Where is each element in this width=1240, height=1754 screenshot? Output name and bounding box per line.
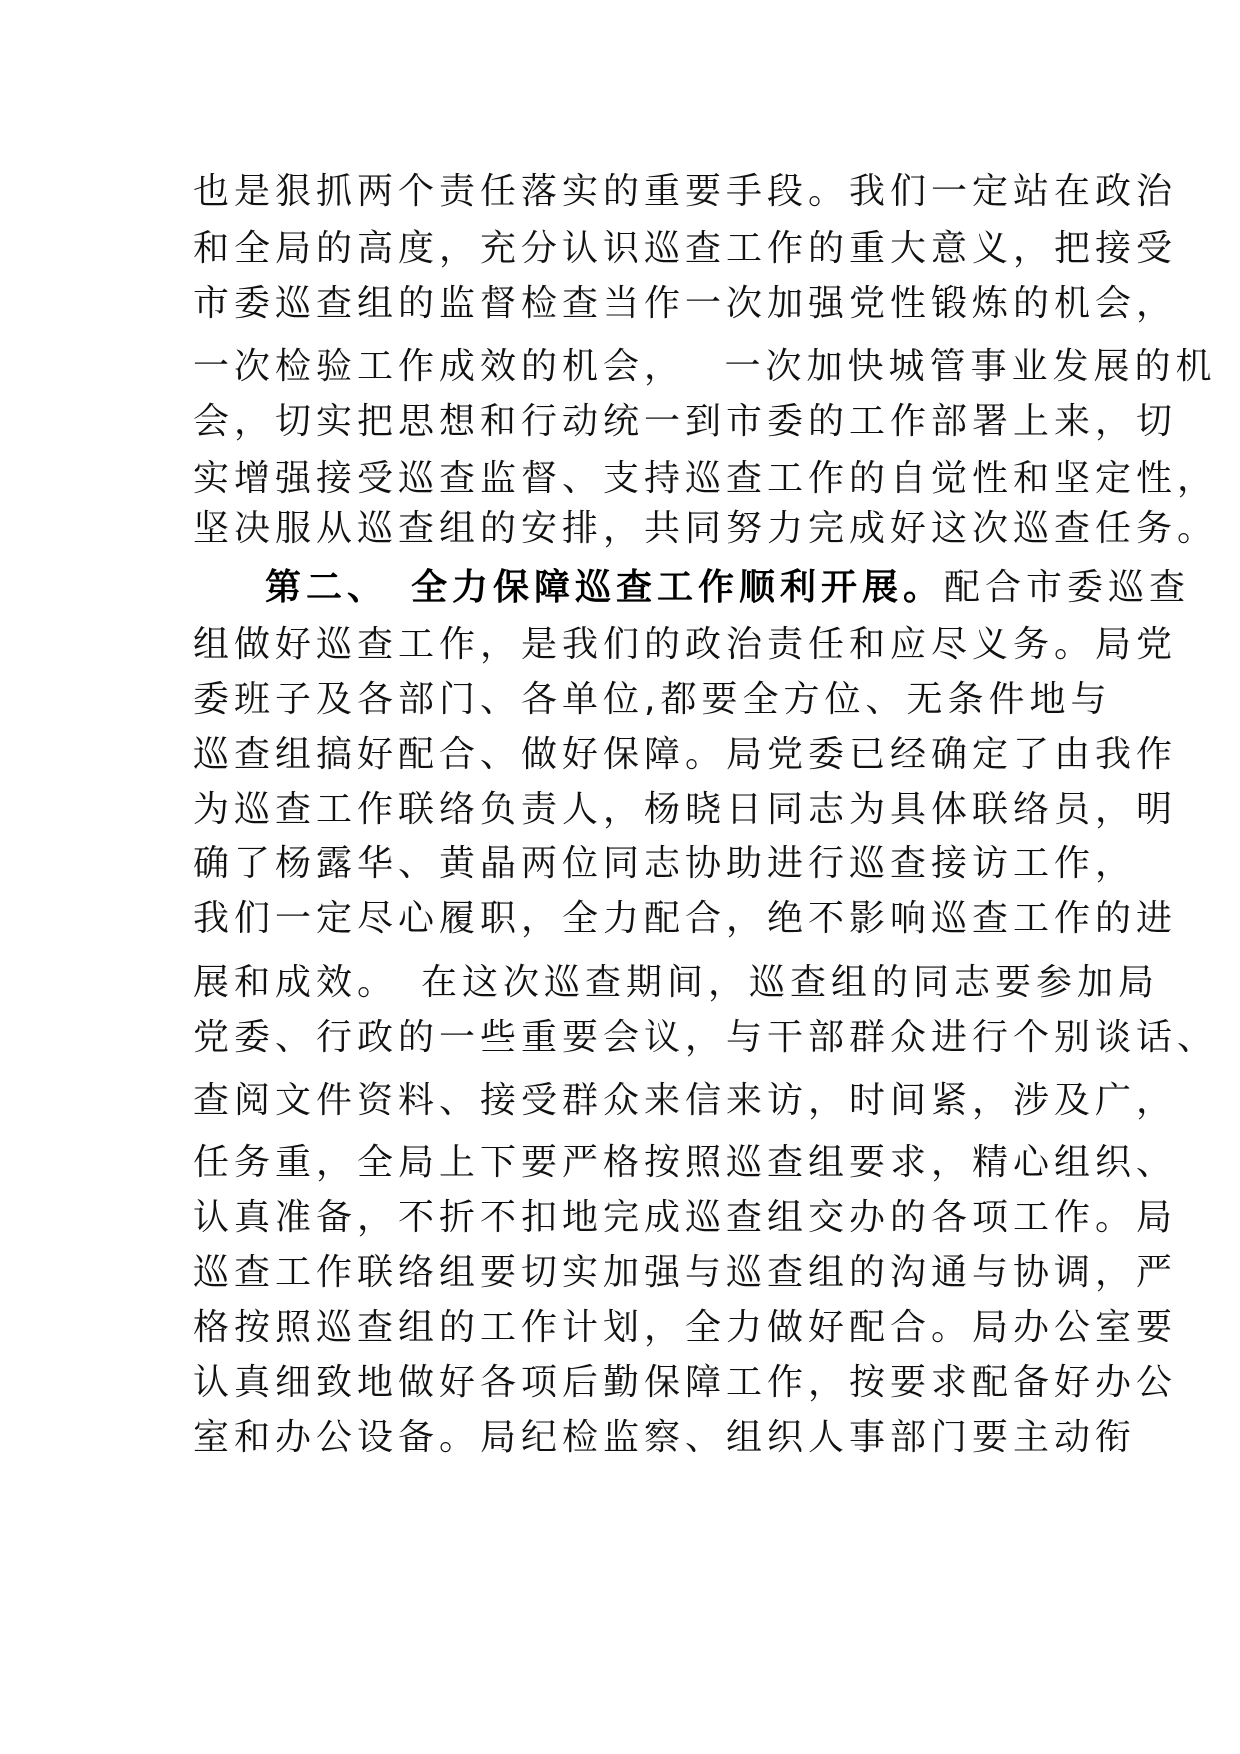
body-line-3: 市委巡查组的监督检查当作一次加强党性锻炼的机会， [193, 283, 1178, 324]
body-line-14: 展和成效。 在这次巡查期间，巡查组的同志要参加局 [193, 962, 1160, 1003]
body-line-22: 室和办公设备。局纪检监察、组织人事部门要主动衔 [193, 1417, 1137, 1458]
body-line-19: 巡查工作联络组要切实加强与巡查组的沟通与协调，严 [193, 1252, 1178, 1293]
body-line-13: 我们一定尽心履职，全力配合，绝不影响巡查工作的进 [193, 898, 1178, 939]
section-heading: 第二、 全力保障巡查工作顺利开展。 [265, 567, 945, 608]
body-line-5: 会，切实把思想和行动统一到市委的工作部署上来，切 [193, 401, 1178, 442]
section-heading-continuation: 配合市委巡查 [944, 567, 1191, 608]
body-line-6: 实增强接受巡查监督、支持巡查工作的自觉性和坚定性， [193, 458, 1219, 499]
body-line-8: 组做好巡查工作，是我们的政治责任和应尽义务。局党 [193, 624, 1178, 665]
body-line-2: 和全局的高度，充分认识巡查工作的重大意义，把接受 [193, 228, 1178, 269]
body-line-20: 格按照巡查组的工作计划，全力做好配合。局办公室要 [193, 1307, 1178, 1348]
body-line-10: 巡查组搞好配合、做好保障。局党委已经确定了由我作 [193, 734, 1178, 775]
body-line-16: 查阅文件资料、接受群众来信来访，时间紧，涉及广， [193, 1080, 1178, 1121]
body-line-18: 认真准备，不折不扣地完成巡查组交办的各项工作。局 [193, 1197, 1178, 1238]
body-line-21: 认真细致地做好各项后勤保障工作，按要求配备好办公 [193, 1362, 1178, 1403]
body-line-15: 党委、行政的一些重要会议，与干部群众进行个别谈话、 [193, 1017, 1219, 1058]
body-line-9: 委班子及各部门、各单位,都要全方位、无条件地与 [193, 679, 1112, 720]
body-line-11: 为巡查工作联络负责人，杨晓日同志为具体联络员，明 [193, 789, 1178, 830]
section-heading-line [265, 566, 1191, 610]
body-line-4: 一次检验工作成效的机会， 一次加快城管事业发展的机 [193, 346, 1217, 387]
body-line-1: 也是狠抓两个责任落实的重要手段。我们一定站在政治 [193, 171, 1178, 212]
body-line-17: 任务重，全局上下要严格按照巡查组要求，精心组织、 [193, 1142, 1178, 1183]
body-line-7: 坚决服从巡查组的安排，共同努力完成好这次巡查任务。 [193, 508, 1219, 549]
body-line-12: 确了杨露华、黄晶两位同志协助进行巡查接访工作， [193, 843, 1137, 884]
